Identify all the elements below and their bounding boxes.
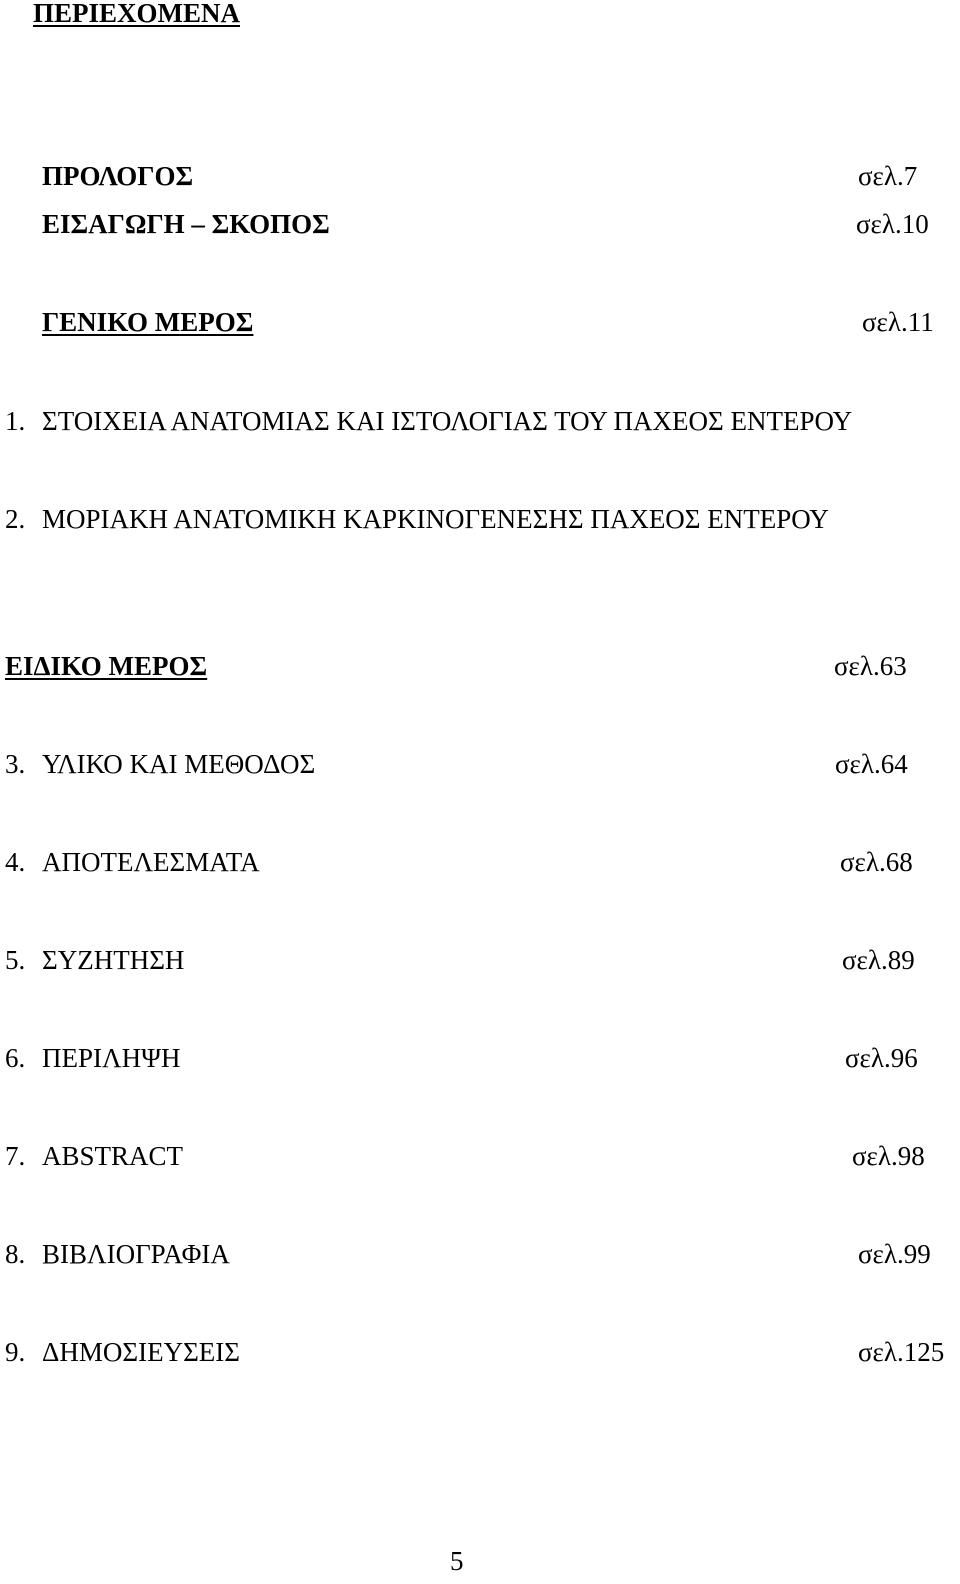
toc-entry-prologue-page: σελ.7 [858, 161, 918, 191]
toc-entry-introduction-page: σελ.10 [856, 209, 929, 239]
toc-item-page: σελ.98 [852, 1141, 925, 1171]
toc-item-page: σελ.99 [858, 1239, 931, 1269]
toc-entry-introduction: ΕΙΣΑΓΩΓΗ – ΣΚΟΠΟΣ [42, 209, 330, 239]
page-heading: ΠΕΡΙΕΧΟΜΕΝΑ [33, 0, 241, 28]
toc-item-page: σελ.89 [842, 945, 915, 975]
toc-item-page: σελ.64 [835, 749, 908, 779]
section-special: ΕΙΔΙΚΟ ΜΕΡΟΣ [5, 651, 208, 681]
toc-item-number: 5. [5, 945, 26, 975]
toc-item-label: ΔΗΜΟΣΙΕΥΣΕΙΣ [42, 1337, 240, 1367]
toc-item-label: ΒΙΒΛΙΟΓΡΑΦΙΑ [42, 1239, 230, 1269]
toc-item-number: 7. [5, 1141, 26, 1171]
section-general-page: σελ.11 [862, 307, 934, 337]
toc-item-number: 4. [5, 847, 26, 877]
toc-item-number: 9. [5, 1337, 26, 1367]
toc-item-page: σελ.125 [858, 1337, 945, 1367]
section-special-page: σελ.63 [834, 651, 907, 681]
toc-item-number: 1. [5, 406, 26, 436]
section-general: ΓΕΝΙΚΟ ΜΕΡΟΣ [42, 307, 254, 337]
toc-item-number: 2. [5, 504, 26, 534]
toc-item-number: 8. [5, 1239, 26, 1269]
toc-item-label: ΠΕΡΙΛΗΨΗ [42, 1043, 181, 1073]
toc-item-page: σελ.96 [845, 1043, 918, 1073]
toc-item-label: ΜΟΡΙΑΚΗ ΑΝΑΤΟΜΙΚΗ ΚΑΡΚΙΝΟΓΕΝΕΣΗΣ ΠΑΧΕΟΣ ΕΝΤΕΡΟΥ [42, 504, 829, 534]
toc-item-number: 3. [5, 749, 26, 779]
toc-item-label: ABSTRACT [42, 1141, 184, 1171]
toc-item-page: σελ.68 [840, 847, 913, 877]
toc-item-label: ΣΤΟΙΧΕΙΑ ΑΝΑΤΟΜΙΑΣ ΚΑΙ ΙΣΤΟΛΟΓΙΑΣ ΤΟΥ ΠΑΧΕΟΣ ΕΝΤΕΡΟΥ [42, 406, 853, 436]
footer-page-number: 5 [450, 1546, 464, 1576]
toc-item-label: ΣΥΖΗΤΗΣΗ [42, 945, 185, 975]
toc-item-number: 6. [5, 1043, 26, 1073]
toc-entry-prologue: ΠΡΟΛΟΓΟΣ [42, 161, 194, 191]
toc-item-label: ΥΛΙΚΟ ΚΑΙ ΜΕΘΟΔΟΣ [42, 749, 316, 779]
toc-item-label: ΑΠΟΤΕΛΕΣΜΑΤΑ [42, 847, 260, 877]
